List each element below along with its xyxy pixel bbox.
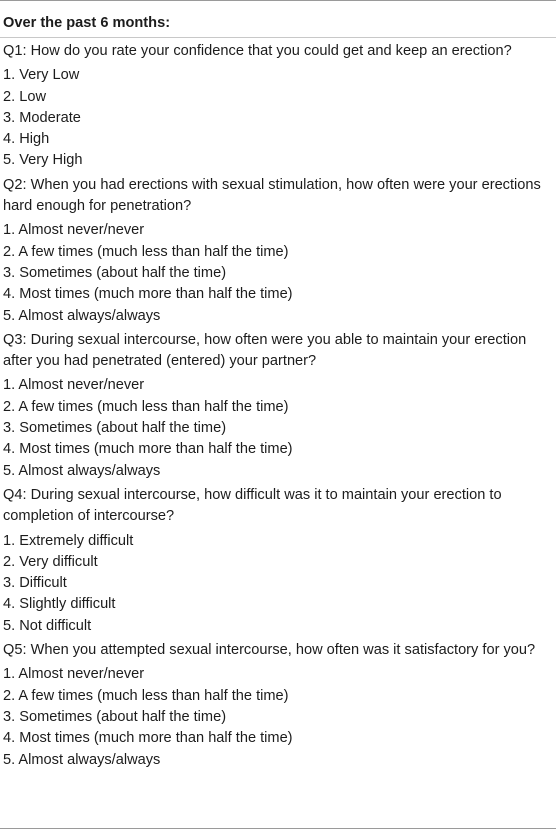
option-item: 4. High: [3, 131, 50, 148]
option-item: 4. Most times (much more than half the time): [3, 286, 293, 303]
options-list: [3, 531, 556, 637]
question-text: Q3: During sexual intercourse, how often were you able to maintain your erection after you had penetrated (entered) your partner?: [3, 331, 527, 370]
option-item: 3. Sometimes (about half the time): [3, 708, 227, 725]
question-block-q3: [0, 327, 556, 482]
option-item: 4. Most times (much more than half the time): [3, 730, 293, 747]
option-item: 5. Not difficult: [3, 617, 92, 634]
option-item: 4. Slightly difficult: [3, 596, 116, 613]
option-item: 4. Most times (much more than half the time): [3, 441, 293, 458]
options-list: [3, 65, 556, 171]
option-item: 2. A few times (much less than half the time): [3, 687, 289, 704]
option-item: 3. Sometimes (about half the time): [3, 264, 227, 281]
option-item: 1. Almost never/never: [3, 666, 145, 683]
question-text: Q5: When you attempted sexual intercourse, how often was it satisfactory for you?: [3, 642, 536, 659]
table-heading: Over the past 6 months:: [0, 1, 556, 38]
option-item: 1. Extremely difficult: [3, 532, 134, 549]
options-list: [3, 220, 556, 326]
question-block-q4: [0, 482, 556, 637]
option-item: 2. A few times (much less than half the time): [3, 243, 289, 260]
option-item: 1. Very Low: [3, 67, 80, 84]
options-list: [3, 375, 556, 481]
option-item: 1. Almost never/never: [3, 377, 145, 394]
question-text: Q1: How do you rate your confidence that you could get and keep an erection?: [3, 43, 512, 59]
question-text: Q2: When you had erections with sexual stimulation, how often were your erections hard enough for penetration?: [3, 176, 541, 215]
option-item: 5. Almost always/always: [3, 462, 161, 479]
option-item: 3. Difficult: [3, 575, 67, 592]
option-item: 5. Almost always/always: [3, 307, 161, 324]
question-text: Q4: During sexual intercourse, how difficult was it to maintain your erection to completion of intercourse?: [3, 486, 502, 525]
options-list: [3, 664, 556, 770]
question-block-q2: [0, 172, 556, 327]
option-item: 2. A few times (much less than half the time): [3, 398, 289, 415]
option-item: 2. Very difficult: [3, 553, 98, 570]
option-item: 5. Very High: [3, 152, 83, 169]
option-item: 1. Almost never/never: [3, 222, 145, 239]
question-block-q1: [0, 38, 556, 172]
option-item: 3. Sometimes (about half the time): [3, 420, 227, 437]
option-item: 3. Moderate: [3, 109, 81, 126]
option-item: 2. Low: [3, 88, 46, 105]
question-block-q5: [0, 637, 556, 771]
option-item: 5. Almost always/always: [3, 751, 161, 768]
